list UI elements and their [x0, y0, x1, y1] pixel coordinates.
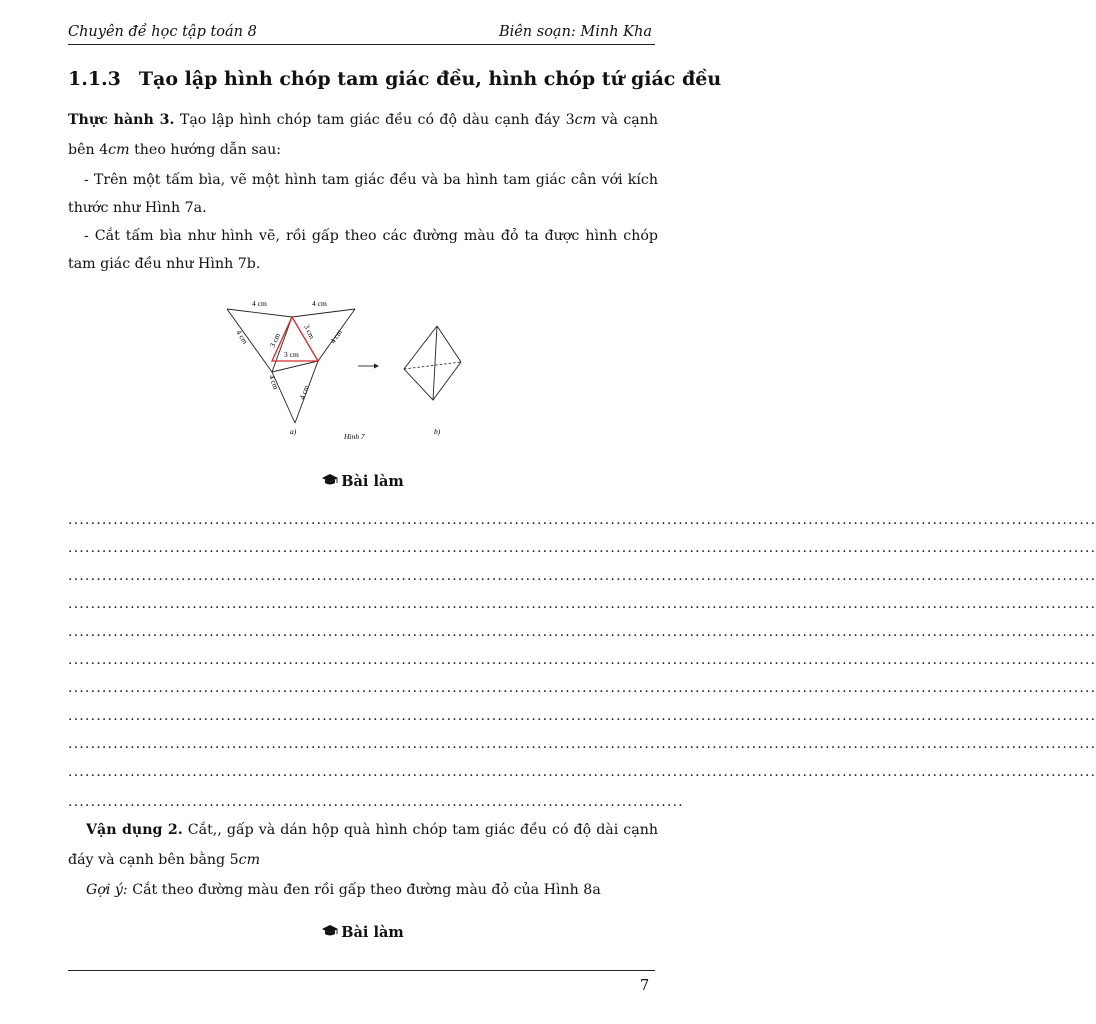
figure-7: [222, 296, 482, 446]
apply-text-2: đáy và cạnh bên bằng 5: [68, 852, 239, 868]
bailam-heading-1: [0, 473, 725, 490]
answer-line[interactable]: ......................................................................................................................................................................................: [68, 624, 1096, 640]
label-sub-b: b): [434, 427, 441, 436]
net-cut-edge-top: [227, 309, 355, 317]
answer-line[interactable]: ......................................................................................................................................................................................: [68, 708, 1096, 724]
step2-line-1: - Cắt tấm bìa như hình vẽ, rồi gấp theo các đường màu đỏ ta được hình chóp: [84, 228, 658, 244]
answer-line[interactable]: ......................................................................................................................................................................................: [68, 596, 1096, 612]
answer-line-last[interactable]: .............................................................................................................: [68, 794, 684, 810]
answer-line[interactable]: ......................................................................................................................................................................................: [68, 652, 1096, 668]
unit-cm: cm: [108, 142, 130, 158]
label-sub-a: a): [290, 427, 297, 436]
header-right: Biên soạn: Minh Kha: [498, 24, 652, 40]
hint-text: Cắt theo đường màu đen rồi gấp theo đường màu đỏ của Hình 8a: [132, 882, 601, 898]
label-bottom-right: 4 cm: [297, 383, 311, 401]
label-inner-base: 3 cm: [284, 350, 299, 359]
apply-text-1: Cắt,, gấp và dán hộp quà hình chóp tam giác đều có độ dài cạnh: [187, 822, 658, 838]
section-number: 1.1.3: [68, 68, 121, 90]
answer-line[interactable]: ......................................................................................................................................................................................: [68, 736, 1096, 752]
answer-line[interactable]: ......................................................................................................................................................................................: [68, 764, 1096, 780]
step2-line-2: tam giác đều như Hình 7b.: [68, 256, 261, 272]
unit-cm: cm: [574, 112, 597, 128]
answer-line[interactable]: ......................................................................................................................................................................................: [68, 512, 1096, 528]
practice-label: Thực hành 3.: [68, 112, 175, 128]
label-bottom-left: 4 cm: [267, 373, 281, 391]
graduation-cap-icon: [321, 473, 339, 487]
footer-rule: [68, 970, 655, 971]
bailam-label: Bài làm: [341, 924, 404, 941]
practice-text-1-end: và cạnh: [601, 112, 659, 128]
label-inner-left: 3 cm: [267, 331, 283, 349]
hint-label: Gợi ý:: [86, 882, 128, 898]
pyramid-outline: [404, 326, 461, 400]
practice-text-2: bên 4: [68, 142, 109, 158]
step1-line-1: - Trên một tấm bìa, vẽ một hình tam giác đều và ba hình tam giác cân với kích: [84, 172, 658, 188]
label-top-left: 4 cm: [252, 299, 267, 308]
section-title: [68, 68, 721, 90]
practice-line-2: [68, 142, 658, 158]
apply-label: Vận dụng 2.: [86, 822, 183, 838]
label-left-side: 4 cm: [234, 328, 250, 346]
arrow-icon: [358, 364, 379, 369]
bailam-heading-2: [0, 924, 725, 941]
pyramid-front-edge: [433, 326, 437, 400]
page-header: [68, 22, 655, 45]
label-inner-right: 3 cm: [302, 323, 317, 341]
apply-line-2: [68, 852, 658, 868]
answer-line[interactable]: ......................................................................................................................................................................................: [68, 540, 1096, 556]
figure-caption: Hình 7: [344, 432, 365, 441]
answer-line[interactable]: ......................................................................................................................................................................................: [68, 680, 1096, 696]
unit-cm: cm: [238, 852, 261, 868]
hint-line: [86, 882, 676, 898]
practice-text-2-end: theo hướng dẫn sau:: [134, 142, 281, 158]
label-right-side: 4 cm: [328, 327, 344, 346]
apply-line-1: [86, 822, 658, 838]
pyramid-hidden-edge: [404, 362, 461, 369]
page-number: 7: [640, 978, 650, 994]
label-top-right: 4 cm: [312, 299, 327, 308]
practice-text-1: Tạo lập hình chóp tam giác đều có độ dàu cạnh đáy 3: [179, 112, 575, 128]
practice-line-1: [68, 112, 658, 128]
header-left: Chuyên đề học tập toán 8: [68, 24, 257, 40]
section-title-text: Tạo lập hình chóp tam giác đều, hình chóp tứ giác đều: [138, 68, 722, 90]
bailam-label: Bài làm: [341, 473, 404, 490]
pyramid-3d: [404, 326, 461, 400]
step1-line-2: thước như Hình 7a.: [68, 200, 207, 216]
pyramid-net: [227, 299, 355, 423]
graduation-cap-icon: [321, 924, 339, 938]
answer-line[interactable]: ......................................................................................................................................................................................: [68, 568, 1096, 584]
